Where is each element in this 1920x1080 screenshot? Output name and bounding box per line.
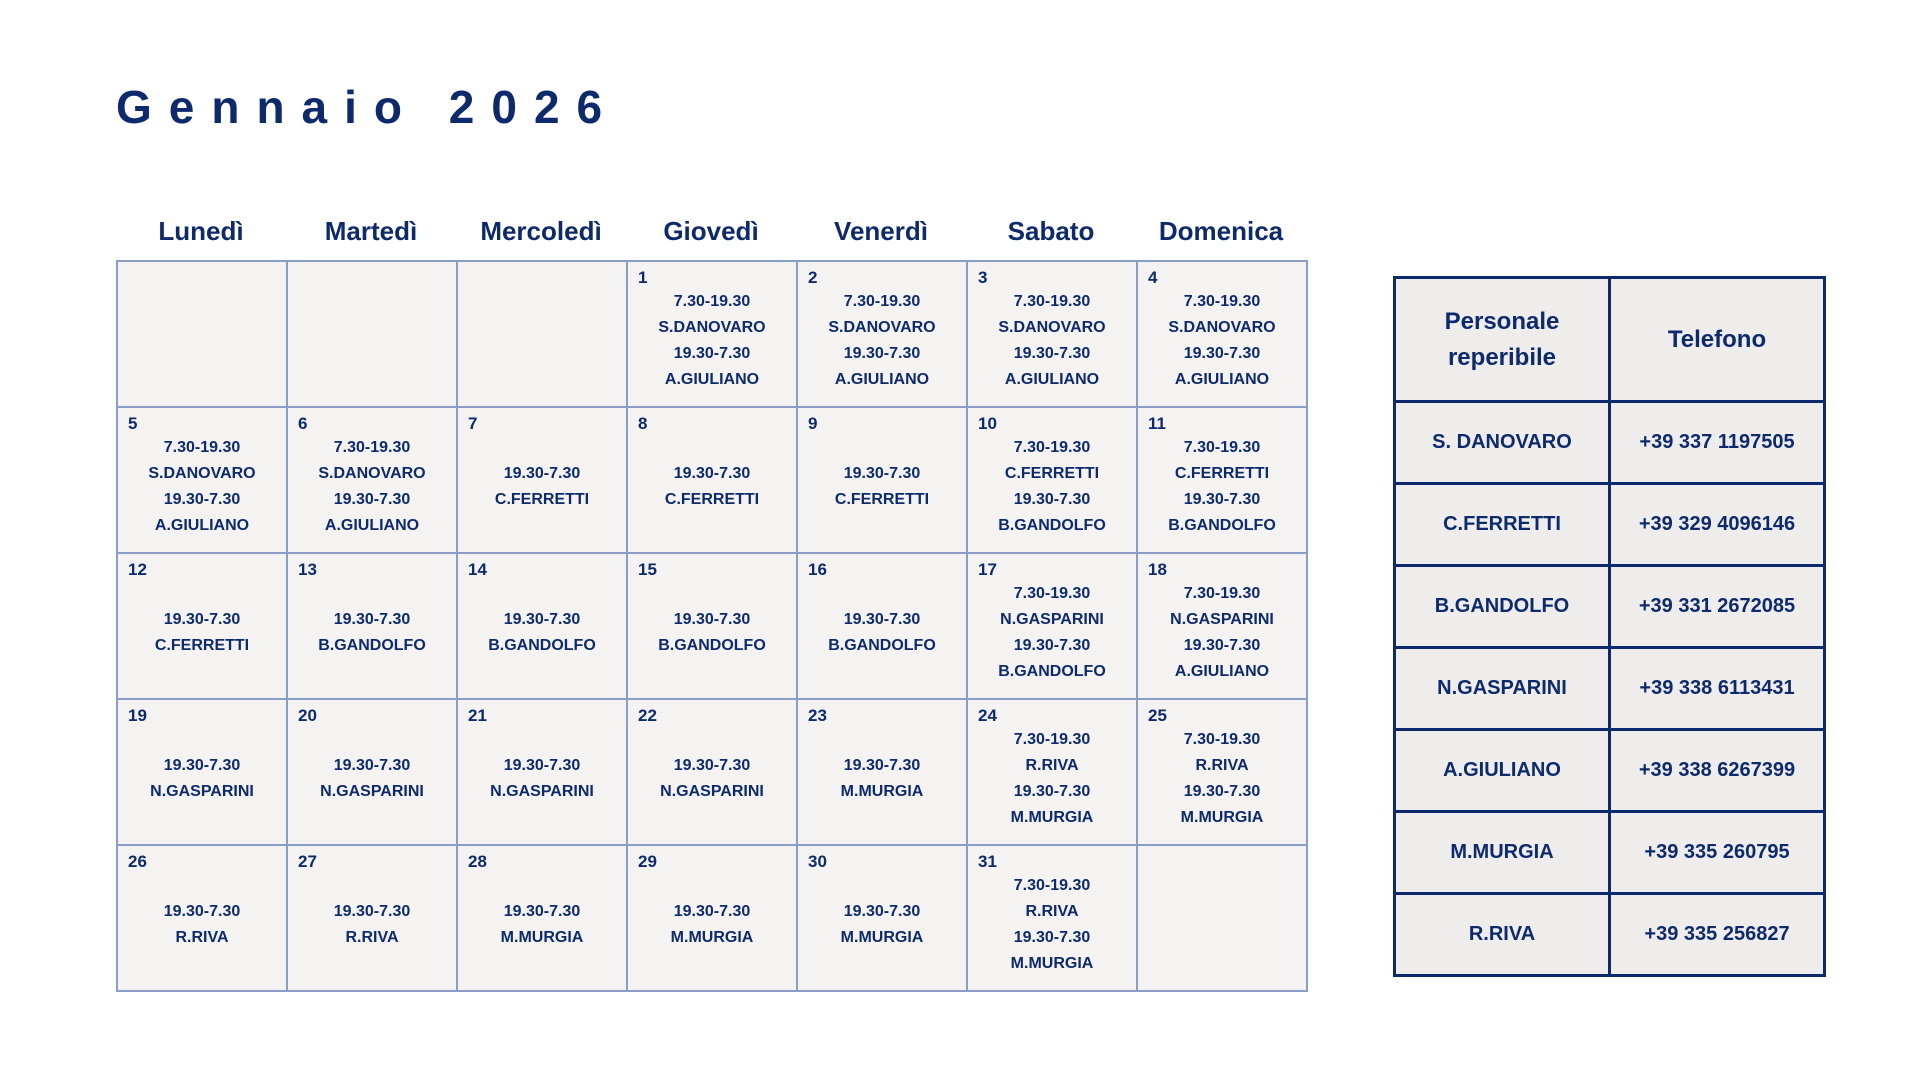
calendar-day-cell — [288, 408, 458, 554]
calendar-day-cell — [968, 554, 1138, 700]
day-number: 8 — [638, 414, 648, 433]
shift-time: 19.30-7.30 — [333, 491, 411, 508]
calendar-day-cell — [458, 554, 628, 700]
contact-phone: +39 338 6113431 — [1610, 648, 1825, 730]
shift-person: R.RIVA — [175, 929, 229, 946]
shift-time: 19.30-7.30 — [503, 757, 581, 774]
shift-person: N.GASPARINI — [1000, 611, 1104, 628]
weekday-label: Mercoledì — [480, 216, 602, 246]
shift-person: M.MURGIA — [500, 929, 584, 946]
day-number: 1 — [638, 268, 648, 287]
contacts-table — [1393, 276, 1826, 977]
shift-person: R.RIVA — [1025, 757, 1079, 774]
day-number: 28 — [468, 852, 487, 871]
shift-person: A.GIULIANO — [324, 517, 420, 534]
contact-phone: +39 331 2672085 — [1610, 566, 1825, 648]
shift-person: R.RIVA — [1195, 757, 1249, 774]
day-number: 3 — [978, 268, 988, 287]
shift-time: 19.30-7.30 — [843, 611, 921, 628]
contact-row — [1395, 402, 1825, 484]
contacts-header-row — [1395, 278, 1825, 402]
day-number: 9 — [808, 414, 818, 433]
shift-person: S.DANOVARO — [828, 319, 936, 336]
shift-time: 19.30-7.30 — [333, 757, 411, 774]
calendar-day-cell — [118, 700, 288, 846]
shift-time: 19.30-7.30 — [843, 757, 921, 774]
weekday-header — [116, 206, 1306, 260]
contacts-body — [1395, 402, 1825, 976]
shift-person: B.GANDOLFO — [998, 663, 1106, 680]
shift-time: 7.30-19.30 — [1013, 293, 1091, 310]
shift-person: N.GASPARINI — [1170, 611, 1274, 628]
shift-time: 19.30-7.30 — [163, 611, 241, 628]
shift-time: 19.30-7.30 — [333, 611, 411, 628]
shift-person: M.MURGIA — [1010, 809, 1094, 826]
contact-name: B.GANDOLFO — [1395, 566, 1610, 648]
shift-person: C.FERRETTI — [664, 491, 760, 508]
calendar-day-cell — [798, 262, 968, 408]
shift-time: 7.30-19.30 — [1183, 585, 1261, 602]
shift-time: 7.30-19.30 — [673, 293, 751, 310]
day-number: 15 — [638, 560, 657, 579]
shift-time: 7.30-19.30 — [1183, 439, 1261, 456]
contact-phone: +39 337 1197505 — [1610, 402, 1825, 484]
calendar-day-cell — [628, 554, 798, 700]
shift-time: 19.30-7.30 — [673, 465, 751, 482]
calendar-grid — [116, 260, 1308, 992]
calendar-day-cell — [288, 262, 458, 408]
day-number: 18 — [1148, 560, 1167, 579]
weekday-label: Domenica — [1158, 216, 1284, 246]
day-number: 30 — [808, 852, 827, 871]
shift-person: R.RIVA — [345, 929, 399, 946]
day-number: 21 — [468, 706, 487, 725]
day-number: 4 — [1148, 268, 1158, 287]
shift-time: 7.30-19.30 — [1013, 439, 1091, 456]
shift-time: 19.30-7.30 — [673, 611, 751, 628]
shift-time: 19.30-7.30 — [503, 611, 581, 628]
shift-time: 19.30-7.30 — [333, 903, 411, 920]
calendar-day-cell — [798, 408, 968, 554]
shift-time: 19.30-7.30 — [673, 345, 751, 362]
day-number: 20 — [298, 706, 317, 725]
shift-person: A.GIULIANO — [154, 517, 250, 534]
shift-person: A.GIULIANO — [1174, 371, 1270, 388]
shift-person: R.RIVA — [1025, 903, 1079, 920]
shift-time: 7.30-19.30 — [1183, 293, 1261, 310]
shift-person: S.DANOVARO — [998, 319, 1106, 336]
contact-row — [1395, 730, 1825, 812]
shift-time: 19.30-7.30 — [163, 903, 241, 920]
shift-time: 19.30-7.30 — [1183, 783, 1261, 800]
shift-time: 19.30-7.30 — [1013, 929, 1091, 946]
contact-name: C.FERRETTI — [1395, 484, 1610, 566]
calendar-day-cell — [798, 846, 968, 992]
calendar-day-cell — [628, 262, 798, 408]
calendar-day-cell — [118, 554, 288, 700]
calendar-day-cell — [288, 846, 458, 992]
day-number: 19 — [128, 706, 147, 725]
day-number: 6 — [298, 414, 308, 433]
shift-person: S.DANOVARO — [318, 465, 426, 482]
calendar-day-cell — [968, 408, 1138, 554]
shift-person: B.GANDOLFO — [998, 517, 1106, 534]
contact-row — [1395, 648, 1825, 730]
day-number: 24 — [978, 706, 997, 725]
shift-person: B.GANDOLFO — [1168, 517, 1276, 534]
calendar-day-cell — [968, 846, 1138, 992]
contact-phone: +39 335 256827 — [1610, 894, 1825, 976]
calendar-day-cell — [288, 700, 458, 846]
day-number: 14 — [468, 560, 487, 579]
shift-time: 19.30-7.30 — [843, 345, 921, 362]
shift-person: S.DANOVARO — [148, 465, 256, 482]
day-number: 13 — [298, 560, 317, 579]
shift-time: 19.30-7.30 — [1183, 345, 1261, 362]
calendar-day-cell — [968, 262, 1138, 408]
header-telefono: Telefono — [1610, 278, 1825, 402]
shift-time: 7.30-19.30 — [163, 439, 241, 456]
day-number: 29 — [638, 852, 657, 871]
shift-person: B.GANDOLFO — [658, 637, 766, 654]
contact-phone: +39 338 6267399 — [1610, 730, 1825, 812]
calendar-day-cell — [798, 554, 968, 700]
shift-time: 19.30-7.30 — [1013, 783, 1091, 800]
calendar-day-cell — [968, 700, 1138, 846]
calendar-day-cell — [628, 700, 798, 846]
day-number: 23 — [808, 706, 827, 725]
weekday-label: Sabato — [1007, 216, 1095, 246]
day-number: 22 — [638, 706, 657, 725]
shift-person: C.FERRETTI — [1004, 465, 1100, 482]
shift-person: M.MURGIA — [840, 783, 924, 800]
calendar-day-cell — [458, 700, 628, 846]
shift-time: 19.30-7.30 — [843, 903, 921, 920]
shift-time: 19.30-7.30 — [673, 903, 751, 920]
contact-row — [1395, 484, 1825, 566]
shift-time: 7.30-19.30 — [1013, 877, 1091, 894]
shift-time: 7.30-19.30 — [1013, 731, 1091, 748]
contact-phone: +39 335 260795 — [1610, 812, 1825, 894]
calendar-day-cell — [458, 408, 628, 554]
contact-name: A.GIULIANO — [1395, 730, 1610, 812]
contact-row — [1395, 894, 1825, 976]
day-number: 17 — [978, 560, 997, 579]
shift-person: S.DANOVARO — [658, 319, 766, 336]
shift-person: M.MURGIA — [1010, 955, 1094, 972]
calendar — [116, 206, 1306, 992]
day-number: 25 — [1148, 706, 1167, 725]
day-number: 7 — [468, 414, 478, 433]
shift-person: B.GANDOLFO — [488, 637, 596, 654]
shift-time: 19.30-7.30 — [673, 757, 751, 774]
contact-name: M.MURGIA — [1395, 812, 1610, 894]
shift-person: M.MURGIA — [670, 929, 754, 946]
shift-person: N.GASPARINI — [490, 783, 594, 800]
shift-person: A.GIULIANO — [1004, 371, 1100, 388]
shift-person: B.GANDOLFO — [828, 637, 936, 654]
day-number: 2 — [808, 268, 818, 287]
contact-row — [1395, 566, 1825, 648]
calendar-day-cell — [1138, 846, 1308, 992]
shift-person: N.GASPARINI — [150, 783, 254, 800]
day-number: 27 — [298, 852, 317, 871]
contact-row — [1395, 812, 1825, 894]
shift-person: C.FERRETTI — [494, 491, 590, 508]
contact-name: R.RIVA — [1395, 894, 1610, 976]
shift-time: 19.30-7.30 — [163, 757, 241, 774]
shift-person: C.FERRETTI — [834, 491, 930, 508]
shift-time: 7.30-19.30 — [1183, 731, 1261, 748]
day-number: 16 — [808, 560, 827, 579]
shift-time: 19.30-7.30 — [503, 903, 581, 920]
calendar-day-cell — [118, 262, 288, 408]
shift-time: 19.30-7.30 — [1013, 491, 1091, 508]
shift-time: 7.30-19.30 — [1013, 585, 1091, 602]
calendar-day-cell — [1138, 408, 1308, 554]
day-number: 12 — [128, 560, 147, 579]
day-number: 11 — [1148, 414, 1166, 433]
calendar-day-cell — [628, 846, 798, 992]
weekday-label: Venerdì — [834, 216, 928, 246]
shift-time: 19.30-7.30 — [1183, 491, 1261, 508]
day-number: 5 — [128, 414, 138, 433]
shift-time: 19.30-7.30 — [163, 491, 241, 508]
shift-person: A.GIULIANO — [834, 371, 930, 388]
shift-person: N.GASPARINI — [660, 783, 764, 800]
calendar-day-cell — [1138, 700, 1308, 846]
shift-person: A.GIULIANO — [1174, 663, 1270, 680]
shift-person: A.GIULIANO — [664, 371, 760, 388]
shift-person: M.MURGIA — [840, 929, 924, 946]
shift-person: B.GANDOLFO — [318, 637, 426, 654]
calendar-day-cell — [288, 554, 458, 700]
header-personale: Personale reperibile — [1395, 278, 1610, 402]
shift-time: 19.30-7.30 — [843, 465, 921, 482]
weekday-label: Giovedì — [663, 216, 759, 246]
calendar-day-cell — [1138, 554, 1308, 700]
day-number: 10 — [978, 414, 997, 433]
calendar-day-cell — [118, 408, 288, 554]
contact-phone: +39 329 4096146 — [1610, 484, 1825, 566]
calendar-day-cell — [1138, 262, 1308, 408]
page-title: Gennaio 2026 — [116, 81, 620, 133]
shift-time: 7.30-19.30 — [843, 293, 921, 310]
calendar-day-cell — [118, 846, 288, 992]
calendar-day-cell — [628, 408, 798, 554]
shift-person: S.DANOVARO — [1168, 319, 1276, 336]
shift-person: C.FERRETTI — [1174, 465, 1270, 482]
contact-name: N.GASPARINI — [1395, 648, 1610, 730]
weekday-label: Lunedì — [158, 216, 244, 246]
shift-time: 19.30-7.30 — [1013, 345, 1091, 362]
day-number: 26 — [128, 852, 147, 871]
calendar-day-cell — [458, 262, 628, 408]
contact-name: S. DANOVARO — [1395, 402, 1610, 484]
shift-time: 19.30-7.30 — [1183, 637, 1261, 654]
shift-person: C.FERRETTI — [154, 637, 250, 654]
shift-person: N.GASPARINI — [320, 783, 424, 800]
calendar-day-cell — [798, 700, 968, 846]
shift-time: 7.30-19.30 — [333, 439, 411, 456]
shift-time: 19.30-7.30 — [503, 465, 581, 482]
calendar-day-cell — [458, 846, 628, 992]
day-number: 31 — [978, 852, 997, 871]
shift-time: 19.30-7.30 — [1013, 637, 1091, 654]
shift-person: M.MURGIA — [1180, 809, 1264, 826]
weekday-label: Martedì — [324, 216, 418, 246]
